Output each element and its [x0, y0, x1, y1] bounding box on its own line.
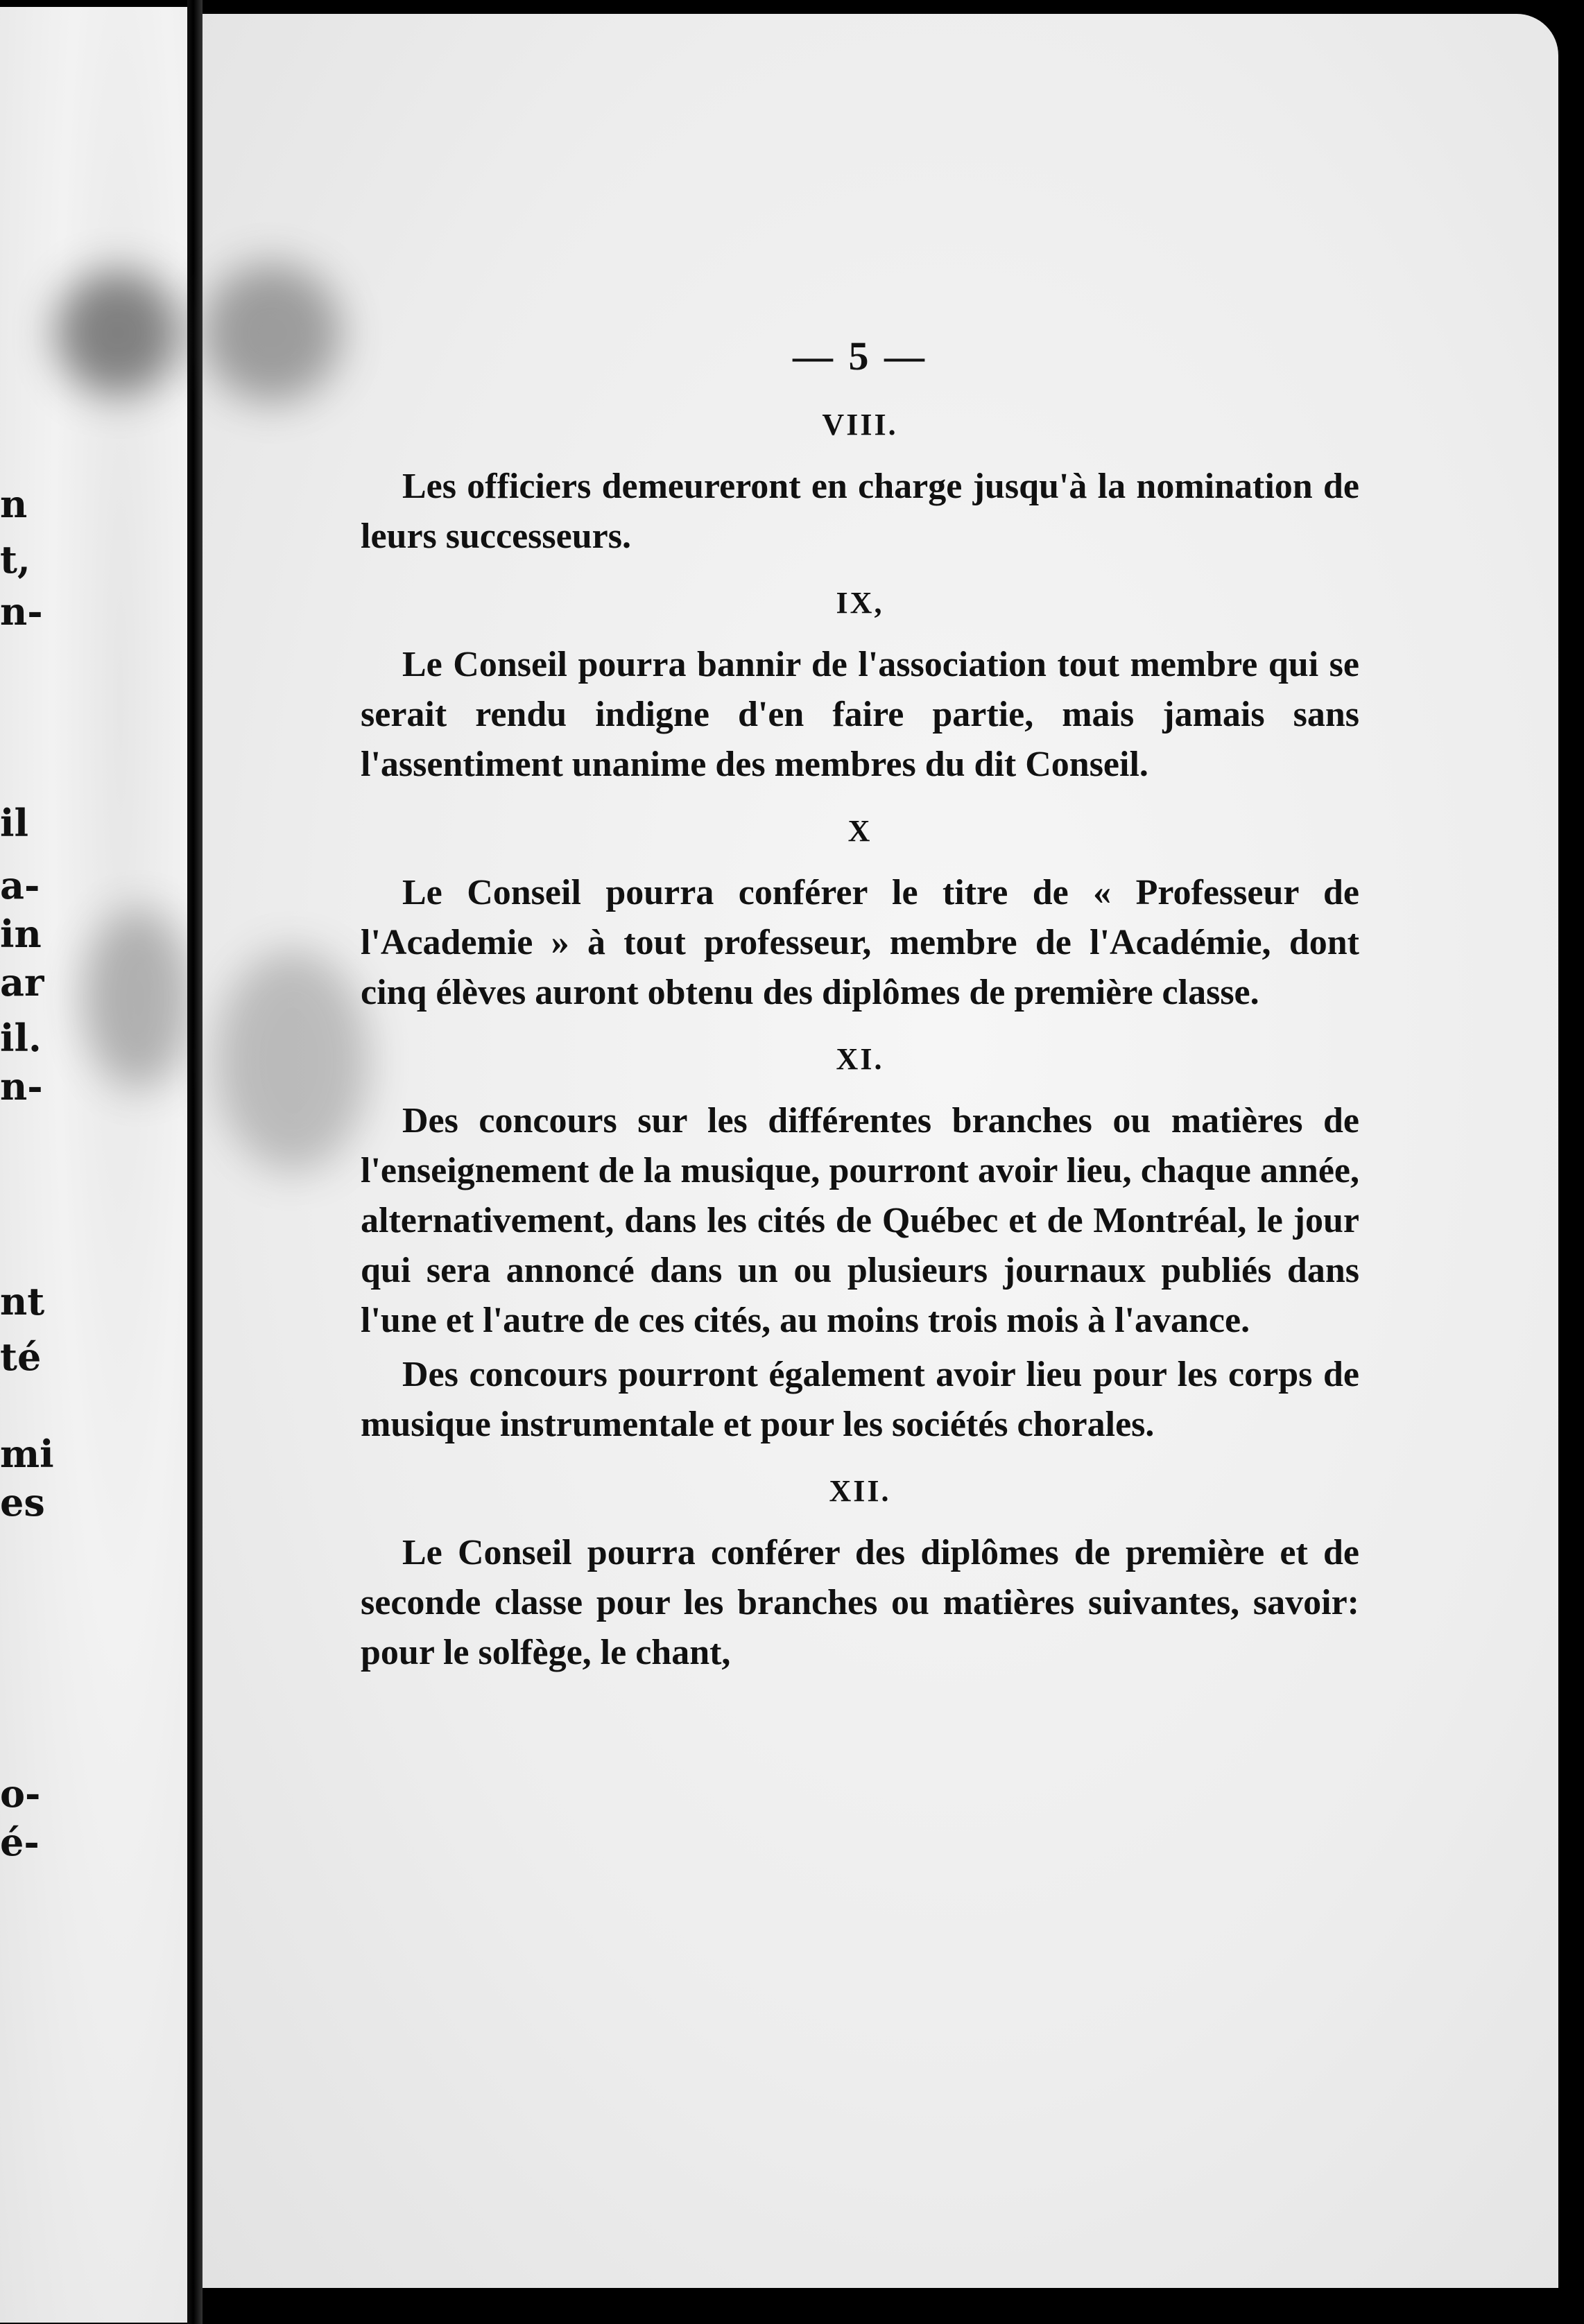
article-paragraph: Le Conseil pourra bannir de l'association tout membre qui se serait rendu indigne d'en faire partie, mais jamais sans l'assentiment unanime des membres du dit Conseil. — [361, 645, 1359, 784]
page-number: — 5 — — [793, 333, 927, 379]
margin-fragment: o- — [0, 1771, 41, 1816]
margin-fragment: té — [0, 1335, 42, 1379]
article-paragraph: Les officiers demeureront en charge jusqu'à la nomination de leurs successeurs. — [361, 467, 1359, 556]
margin-fragment: in — [0, 912, 42, 956]
article-paragraph: Le Conseil pourra conférer le titre de « Professeur de l'Academie » à tout professeur, membre de l'Académie, dont cinq élèves auront obtenu des diplômes de première classe. — [361, 873, 1359, 1012]
margin-fragment: ar — [0, 960, 44, 1005]
margin-fragment: t, — [0, 537, 31, 582]
margin-fragment: nt — [0, 1279, 45, 1324]
article-heading: XI. — [836, 1042, 884, 1076]
article-viii — [361, 407, 1359, 562]
article-heading: X — [847, 814, 872, 848]
ink-stain — [55, 270, 180, 395]
ink-stain — [203, 263, 341, 402]
article-ix — [361, 585, 1359, 790]
book-gutter — [187, 0, 203, 2324]
left-page-text-fragments — [0, 7, 55, 2323]
article-paragraph: Des concours pourront également avoir lieu pour les corps de musique instrumentale et pour les sociétés chorales. — [361, 1355, 1359, 1444]
article-xii — [361, 1473, 1359, 1678]
article-x — [361, 813, 1359, 1018]
margin-fragment: é- — [0, 1820, 40, 1864]
article-paragraph: Le Conseil pourra conférer des diplômes de première et de seconde classe pour les branches ou matières suivantes, savoir: pour le solfège, le chant, — [361, 1533, 1359, 1672]
article-heading: XII. — [829, 1474, 891, 1508]
margin-fragment: n- — [0, 1064, 43, 1109]
ink-stain — [83, 908, 194, 1089]
article-paragraph: Des concours sur les différentes branches ou matières de l'enseignement de la musique, pourront avoir lieu, chaque année, alternativement, dans les cités de Québec et de Montréal, le jour qui sera annoncé dans un ou plusieurs journaux publiés dans l'une et l'autre de ces cités, au moins trois mois à l'avance. — [361, 1101, 1359, 1340]
left-facing-page — [0, 7, 201, 2323]
margin-fragment: il. — [0, 1016, 42, 1060]
margin-fragment: es — [0, 1480, 45, 1525]
ink-stain — [216, 950, 369, 1172]
article-heading: IX, — [836, 586, 884, 620]
page-text — [361, 333, 1359, 1701]
article-xi — [361, 1041, 1359, 1450]
margin-fragment: n — [0, 482, 28, 526]
margin-fragment: n- — [0, 589, 43, 634]
margin-fragment: a- — [0, 863, 40, 908]
margin-fragment: il — [0, 801, 29, 845]
article-heading: VIII. — [822, 408, 898, 442]
margin-fragment: mi — [0, 1432, 54, 1476]
